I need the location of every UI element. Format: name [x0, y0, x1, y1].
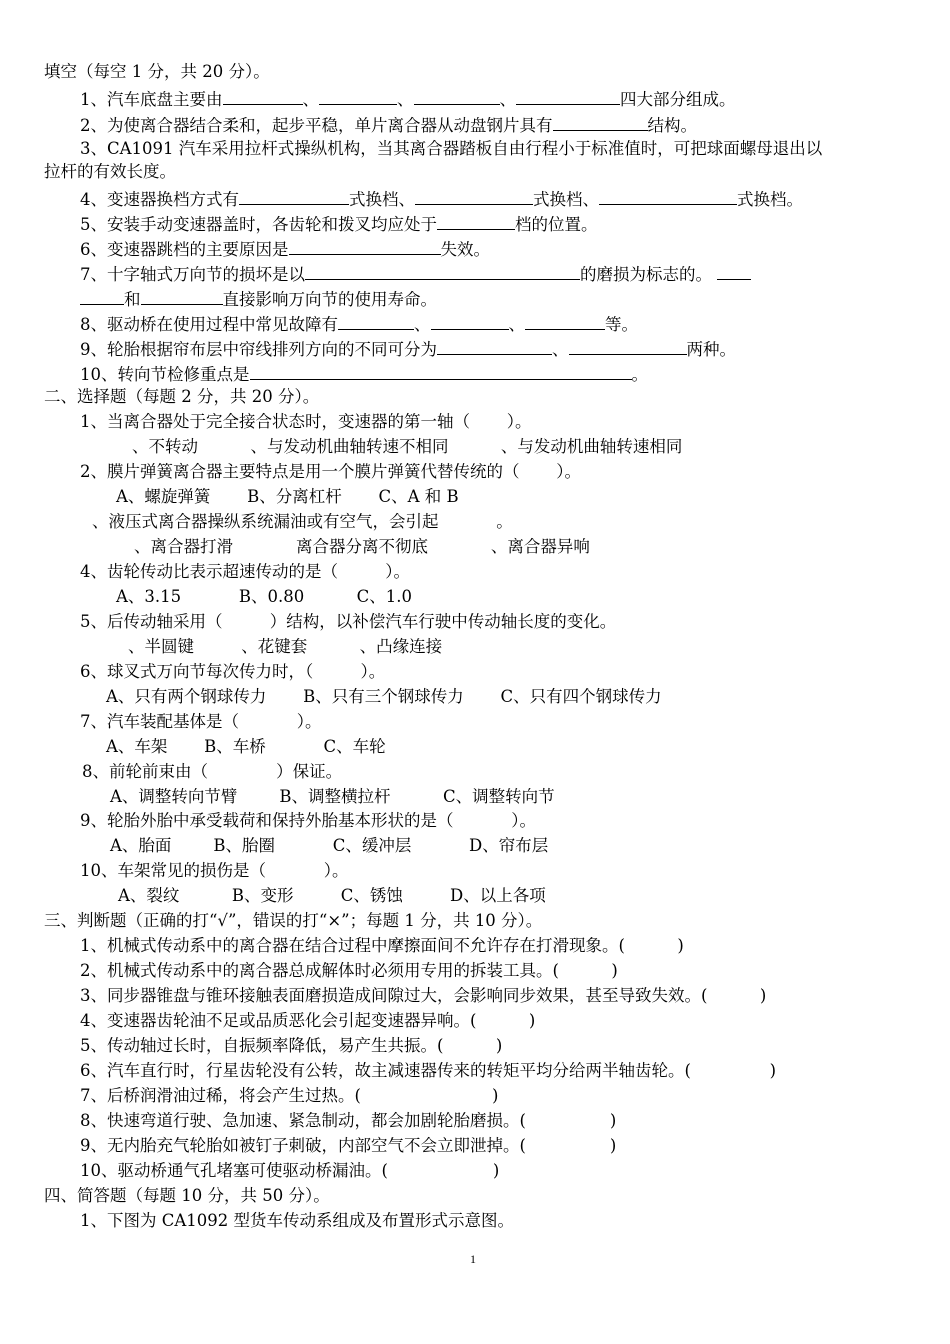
question-judge-7: 7、后桥润滑油过稀，将会产生过热。( ): [80, 1086, 499, 1105]
question-choice-6: 6、球叉式万向节每次传力时，（ ）。: [80, 662, 386, 681]
question-judge-3: 3、同步器锥盘与锥环接触表面磨损造成间隙过大，会影响同步效果，甚至导致失效。( ): [80, 986, 767, 1005]
question-choice-1: 1、当离合器处于完全接合状态时，变速器的第一轴（ ）。: [80, 412, 532, 431]
question-choice-2-options: A、螺旋弹簧 B、分离杠杆 C、A 和 B: [116, 487, 459, 506]
question-choice-4: 4、齿轮传动比表示超速传动的是（ ）。: [80, 562, 410, 581]
question-fill-6: 6、变速器跳档的主要原因是 失效。: [80, 237, 490, 259]
question-choice-7: 7、汽车装配基体是（ ）。: [80, 712, 322, 731]
question-judge-4: 4、变速器齿轮油不足或品质恶化会引起变速器异响。( ): [80, 1011, 536, 1030]
question-fill-10: 10、转向节检修重点是 。: [80, 362, 648, 384]
question-choice-9-options: A、胎面 B、胎圈 C、缓冲层 D、帘布层: [110, 836, 549, 855]
question-choice-8-options: A、调整转向节臂 B、调整横拉杆 C、调整转向节: [110, 787, 555, 806]
question-choice-10: 10、车架常见的损伤是（ ）。: [80, 861, 349, 880]
question-fill-3-continued: 拉杆的有效长度。: [44, 162, 176, 181]
question-fill-4: 4、变速器换档方式有 式换档、 式换档、 式换档。: [80, 187, 803, 209]
question-judge-2: 2、机械式传动系中的离合器总成解体时必须用专用的拆装工具。( ): [80, 961, 618, 980]
question-fill-7: 7、十字轴式万向节的损坏是以 的磨损为标志的。: [80, 262, 751, 284]
question-choice-3-options: 、离合器打滑 离合器分离不彻底 、离合器异响: [134, 537, 590, 556]
question-judge-5: 5、传动轴过长时，自振频率降低，易产生共振。( ): [80, 1036, 503, 1055]
question-fill-7-continued: 和 直接影响万向节的使用寿命。: [80, 287, 437, 309]
question-choice-10-options: A、裂纹 B、变形 C、锈蚀 D、以上各项: [118, 886, 546, 905]
question-choice-5: 5、后传动轴采用（ ）结构，以补偿汽车行驶中传动轴长度的变化。: [80, 612, 617, 631]
question-choice-1-options: 、不转动 、与发动机曲轴转速不相同 、与发动机曲轴转速相同: [132, 437, 683, 456]
question-judge-9: 9、无内胎充气轮胎如被钉子刺破，内部空气不会立即泄掉。( ): [80, 1136, 617, 1155]
question-choice-7-options: A、车架 B、车桥 C、车轮: [106, 737, 386, 756]
section-heading-fill-blank: 填空（每空 1 分，共 20 分）。: [44, 62, 270, 81]
page-number: 1: [470, 1252, 476, 1266]
question-choice-5-options: 、半圆键 、花键套 、凸缘连接: [128, 637, 443, 656]
question-judge-10: 10、驱动桥通气孔堵塞可使驱动桥漏油。( ): [80, 1161, 500, 1180]
question-fill-8: 8、驱动桥在使用过程中常见故障有 、 、 等。: [80, 312, 638, 334]
section-heading-short-answer: 四、简答题（每题 10 分，共 50 分）。: [44, 1186, 330, 1205]
question-judge-6: 6、汽车直行时，行星齿轮没有公转，故主减速器传来的转矩平均分给两半轴齿轮。( ): [80, 1061, 777, 1080]
question-choice-2: 2、膜片弹簧离合器主要特点是用一个膜片弹簧代替传统的（ ）。: [80, 462, 581, 481]
question-choice-9: 9、轮胎外胎中承受载荷和保持外胎基本形状的是（ ）。: [80, 811, 536, 830]
question-judge-1: 1、机械式传动系中的离合器在结合过程中摩擦面间不允许存在打滑现象。( ): [80, 936, 684, 955]
question-choice-4-options: A、3.15 B、0.80 C、1.0: [116, 587, 413, 606]
section-heading-choice: 二、选择题（每题 2 分，共 20 分）。: [44, 387, 320, 406]
question-short-1: 1、下图为 CA1092 型货车传动系组成及布置形式示意图。: [80, 1211, 515, 1230]
section-heading-judge: 三、判断题（正确的打“√”，错误的打“×”；每题 1 分，共 10 分）。: [44, 911, 543, 930]
question-fill-5: 5、安装手动变速器盖时，各齿轮和拨叉均应处于 档的位置。: [80, 212, 598, 234]
question-fill-9: 9、轮胎根据帘布层中帘线排列方向的不同可分为 、 两种。: [80, 337, 736, 359]
question-choice-3: 、液压式离合器操纵系统漏油或有空气，会引起 。: [92, 512, 513, 531]
question-judge-8: 8、快速弯道行驶、急加速、紧急制动，都会加剧轮胎磨损。( ): [80, 1111, 617, 1130]
question-choice-8: 8、前轮前束由（ ）保证。: [82, 762, 343, 781]
question-fill-3: 3、CA1091 汽车采用拉杆式操纵机构，当其离合器踏板自由行程小于标准值时，可把球面螺母退出以: [80, 139, 823, 158]
question-fill-2: 2、为使离合器结合柔和，起步平稳，单片离合器从动盘钢片具有 结构。: [80, 113, 697, 135]
question-fill-1: 1、汽车底盘主要由 、 、 、 四大部分组成。: [80, 87, 736, 109]
question-choice-6-options: A、只有两个钢球传力 B、只有三个钢球传力 C、只有四个钢球传力: [106, 687, 662, 706]
